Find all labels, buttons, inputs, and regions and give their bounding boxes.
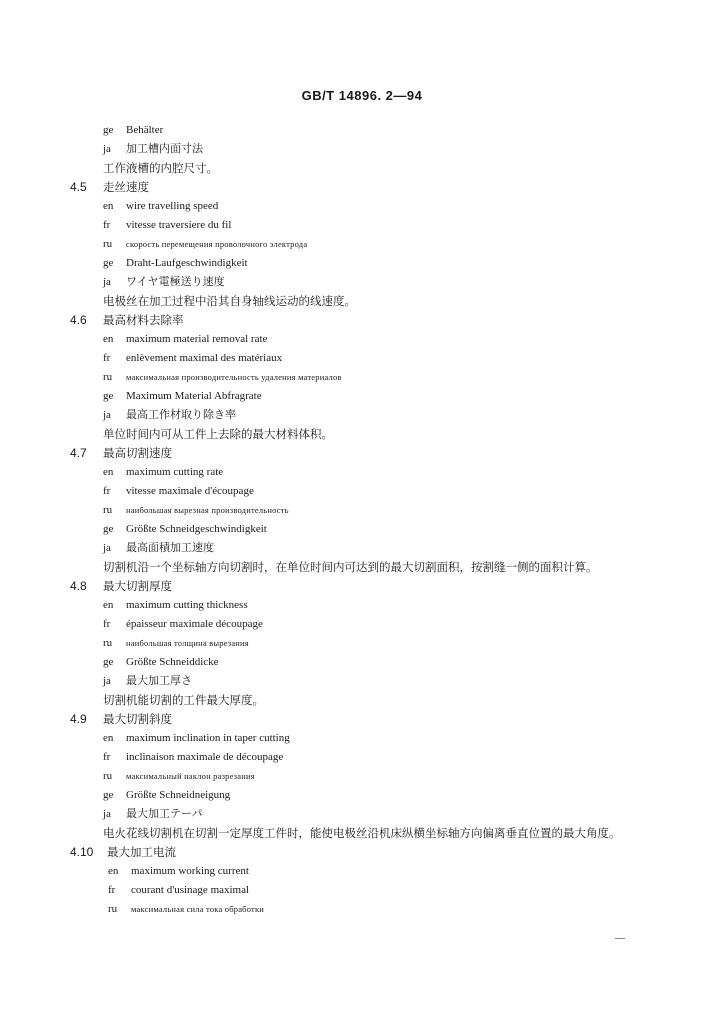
- term-entry: [0, 710, 724, 843]
- lang-code: ja: [103, 409, 111, 421]
- term-text: maximum working current: [131, 865, 249, 877]
- lang-line: [0, 881, 724, 900]
- lang-line: [0, 273, 724, 292]
- section-heading: [0, 843, 724, 862]
- term-text: Behälter: [126, 124, 164, 136]
- lang-code: en: [103, 333, 114, 345]
- term-text: épaisseur maximale découpage: [126, 618, 263, 630]
- lang-line: [0, 216, 724, 235]
- term-text: Größte Schneidgeschwindigkeit: [126, 523, 267, 535]
- definition: 电火花线切割机在切割一定厚度工件时，能使电极丝沿机床纵横坐标轴方向偏离垂直位置的最大角度。: [103, 826, 621, 840]
- definition: 切割机能切割的工件最大厚度。: [103, 693, 264, 707]
- section-title: 走丝速度: [103, 180, 149, 194]
- section-number: 4.6: [70, 313, 87, 327]
- lang-line: [0, 406, 724, 425]
- lang-code: fr: [103, 751, 111, 763]
- section-title: 最大加工电流: [107, 845, 176, 859]
- term-entry: [0, 178, 724, 311]
- term-text: 最高面積加工速度: [126, 542, 214, 554]
- lang-line: [0, 615, 724, 634]
- lang-line: [0, 520, 724, 539]
- lang-code: ja: [103, 675, 111, 687]
- lang-code: ru: [103, 504, 113, 516]
- lang-line: [0, 197, 724, 216]
- lang-line: [0, 748, 724, 767]
- term-text: 最大加工テーパ: [126, 808, 203, 820]
- term-text: maximum inclination in taper cutting: [126, 732, 290, 744]
- term-text: enlèvement maximal des matériaux: [126, 352, 283, 364]
- lang-code: ru: [108, 903, 118, 915]
- lang-code: ge: [103, 124, 114, 136]
- lang-line: [0, 330, 724, 349]
- lang-line: [0, 121, 724, 140]
- definition: 电极丝在加工过程中沿其自身轴线运动的线速度。: [103, 294, 356, 308]
- lang-code: ja: [103, 808, 111, 820]
- page-mark: [615, 938, 625, 939]
- lang-line: [0, 235, 724, 254]
- continued-entry: [0, 121, 724, 178]
- term-entry: [0, 577, 724, 710]
- lang-code: en: [103, 599, 114, 611]
- lang-code: fr: [103, 485, 111, 497]
- term-text: максимальный наклон разрезания: [126, 771, 255, 781]
- term-text: 最大加工厚さ: [126, 675, 192, 687]
- lang-line: [0, 368, 724, 387]
- term-text: наибольшая толщина вырезания: [126, 638, 249, 648]
- section-title: 最大切割斜度: [103, 712, 172, 726]
- term-text: максимальная сила тока обработки: [131, 904, 265, 914]
- term-entry: [0, 843, 724, 919]
- term-text: Größte Schneiddicke: [126, 656, 219, 668]
- term-text: Draht-Laufgeschwindigkeit: [126, 257, 248, 269]
- lang-code: ru: [103, 637, 113, 649]
- section-number: 4.10: [70, 845, 94, 859]
- lang-code: en: [103, 200, 114, 212]
- term-text: Maximum Material Abfragrate: [126, 390, 262, 402]
- section-title: 最大切割厚度: [103, 579, 172, 593]
- section-title: 最高切割速度: [103, 446, 172, 460]
- lang-line: [0, 463, 724, 482]
- lang-line: [0, 729, 724, 748]
- lang-line: [0, 501, 724, 520]
- section-number: 4.8: [70, 579, 87, 593]
- page-header: GB/T 14896. 2—94: [301, 88, 423, 103]
- term-text: 加工槽内面寸法: [126, 143, 203, 155]
- definition: 单位时间内可从工件上去除的最大材料体积。: [103, 427, 333, 441]
- definition: 切割机沿一个坐标轴方向切割时，在单位时间内可达到的最大切割面积，按割缝一侧的面积计算。: [103, 560, 598, 574]
- lang-line: [0, 786, 724, 805]
- term-text: wire travelling speed: [126, 200, 219, 212]
- lang-code: ja: [103, 276, 111, 288]
- lang-code: en: [103, 466, 114, 478]
- lang-line: [0, 539, 724, 558]
- lang-line: [0, 349, 724, 368]
- document-body: [0, 121, 724, 919]
- term-text: maximum cutting rate: [126, 466, 224, 478]
- lang-line: [0, 254, 724, 273]
- section-heading: [0, 178, 724, 197]
- lang-code: fr: [108, 884, 116, 896]
- lang-line: [0, 900, 724, 919]
- lang-line: [0, 140, 724, 159]
- lang-line: [0, 387, 724, 406]
- lang-line: [0, 482, 724, 501]
- term-text: inclinaison maximale de découpage: [126, 751, 284, 763]
- term-text: maximum cutting thickness: [126, 599, 248, 611]
- lang-code: ja: [103, 143, 111, 155]
- lang-line: [0, 596, 724, 615]
- section-heading: [0, 577, 724, 596]
- term-text: скорость перемещения проволочного электрода: [126, 239, 308, 249]
- term-entry: [0, 444, 724, 577]
- term-text: Größte Schneidneigung: [126, 789, 231, 801]
- section-heading: [0, 311, 724, 330]
- lang-code: en: [108, 865, 119, 877]
- term-text: maximum material removal rate: [126, 333, 268, 345]
- lang-code: ru: [103, 371, 113, 383]
- term-text: vitesse maximale d'écoupage: [126, 485, 254, 497]
- section-number: 4.5: [70, 180, 87, 194]
- lang-code: ja: [103, 542, 111, 554]
- term-text: наибольшая вырезная производительность: [126, 505, 289, 515]
- section-heading: [0, 444, 724, 463]
- section-heading: [0, 710, 724, 729]
- term-entry: [0, 311, 724, 444]
- sections-list: [0, 178, 724, 919]
- lang-line: [0, 634, 724, 653]
- term-text: 最高工作材取り除き率: [126, 409, 236, 421]
- lang-code: ge: [103, 523, 114, 535]
- lang-line: [0, 862, 724, 881]
- lang-line: [0, 805, 724, 824]
- lang-code: ru: [103, 770, 113, 782]
- section-number: 4.7: [70, 446, 87, 460]
- term-text: максимальная производительность удаления материалов: [126, 372, 342, 382]
- lang-line: [0, 653, 724, 672]
- lang-code: ge: [103, 656, 114, 668]
- lang-code: fr: [103, 352, 111, 364]
- term-text: ワイヤ電極送り速度: [126, 276, 225, 288]
- lang-code: en: [103, 732, 114, 744]
- lang-code: fr: [103, 219, 111, 231]
- lang-line: [0, 767, 724, 786]
- term-text: vitesse traversiere du fil: [126, 219, 232, 231]
- lang-code: ge: [103, 257, 114, 269]
- lang-code: ge: [103, 789, 114, 801]
- term-text: courant d'usinage maximal: [131, 884, 250, 896]
- definition: 工作液槽的内腔尺寸。: [103, 161, 218, 175]
- lang-code: ru: [103, 238, 113, 250]
- lang-code: fr: [103, 618, 111, 630]
- lang-code: ge: [103, 390, 114, 402]
- section-number: 4.9: [70, 712, 87, 726]
- section-title: 最高材料去除率: [103, 313, 184, 327]
- lang-line: [0, 672, 724, 691]
